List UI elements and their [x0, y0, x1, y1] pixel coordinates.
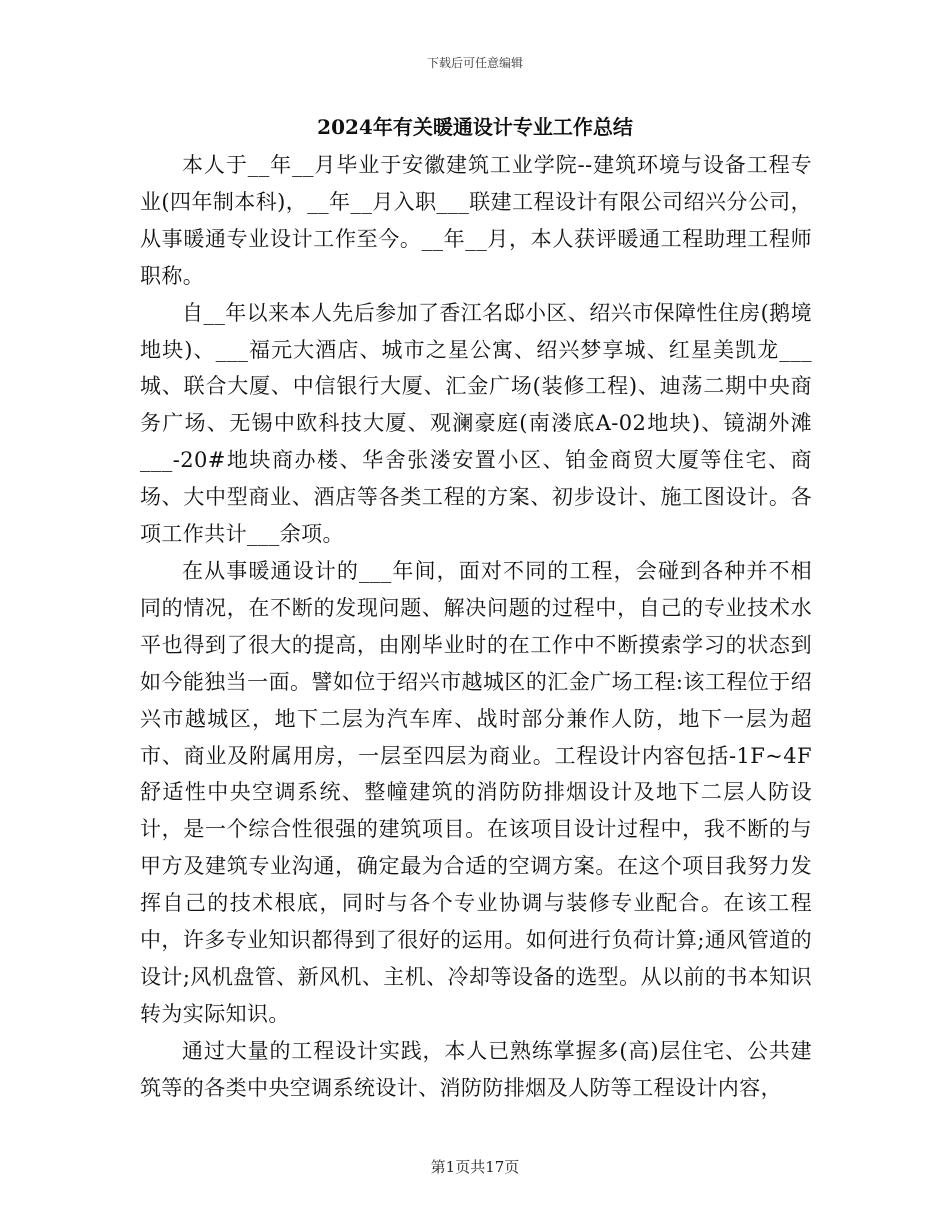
page-footer: 第1页共17页 [430, 1158, 520, 1176]
document-body [140, 147, 812, 1107]
document-title: 2024年有关暖通设计专业工作总结 [317, 115, 633, 139]
header-note: 下载后可任意编辑 [426, 56, 523, 70]
paragraph: 本人于__年__月毕业于安徽建筑工业学院--建筑环境与设备工程专业(四年制本科)，__年__月入职___联建工程设计有限公司绍兴分公司，从事暖通专业设计工作至今。__年__月，本人获评暖通工程助理工程师职称。 [140, 153, 812, 288]
paragraph: 在从事暖通设计的___年间，面对不同的工程，会碰到各种并不相同的情况，在不断的发现问题、解决问题的过程中，自己的专业技术水平也得到了很大的提高，由刚毕业时的在工作中不断摸索学习的状态到如今能独当一面。譬如位于绍兴市越城区的汇金广场工程:该工程位于绍兴市越城区，地下二层为汽车库、战时部分兼作人防，地下一层为超市、商业及附属用房，一层至四层为商业。工程设计内容包括-1F~4F舒适性中央空调系统、整幢建筑的消防防排烟设计及地下二层人防设计，是一个综合性很强的建筑项目。在该项目设计过程中，我不断的与甲方及建筑专业沟通，确定最为合适的空调方案。在这个项目我努力发挥自己的技术根底，同时与各个专业协调与装修专业配合。在该工程中，许多专业知识都得到了很好的运用。如何进行负荷计算;通风管道的设计;风机盘管、新风机、主机、冷却等设备的选型。从以前的书本知识转为实际知识。 [140, 558, 812, 1026]
paragraph: 通过大量的工程设计实践，本人已熟练掌握多(高)层住宅、公共建筑等的各类中央空调系统设计、消防防排烟及人防等工程设计内容， [140, 1038, 812, 1100]
paragraph: 自__年以来本人先后参加了香江名邸小区、绍兴市保障性住房(鹅境地块)、___福元大酒店、城市之星公寓、绍兴梦享城、红星美凯龙___城、联合大厦、中信银行大厦、汇金广场(装修工程)、迪荡二期中央商务广场、无锡中欧科技大厦、观澜豪庭(南溇底A-02地块)、镜湖外滩___-20#地块商办楼、华舍张溇安置小区、铂金商贸大厦等住宅、商场、大中型商业、酒店等各类工程的方案、初步设计、施工图设计。各项工作共计___余项。 [140, 300, 812, 547]
